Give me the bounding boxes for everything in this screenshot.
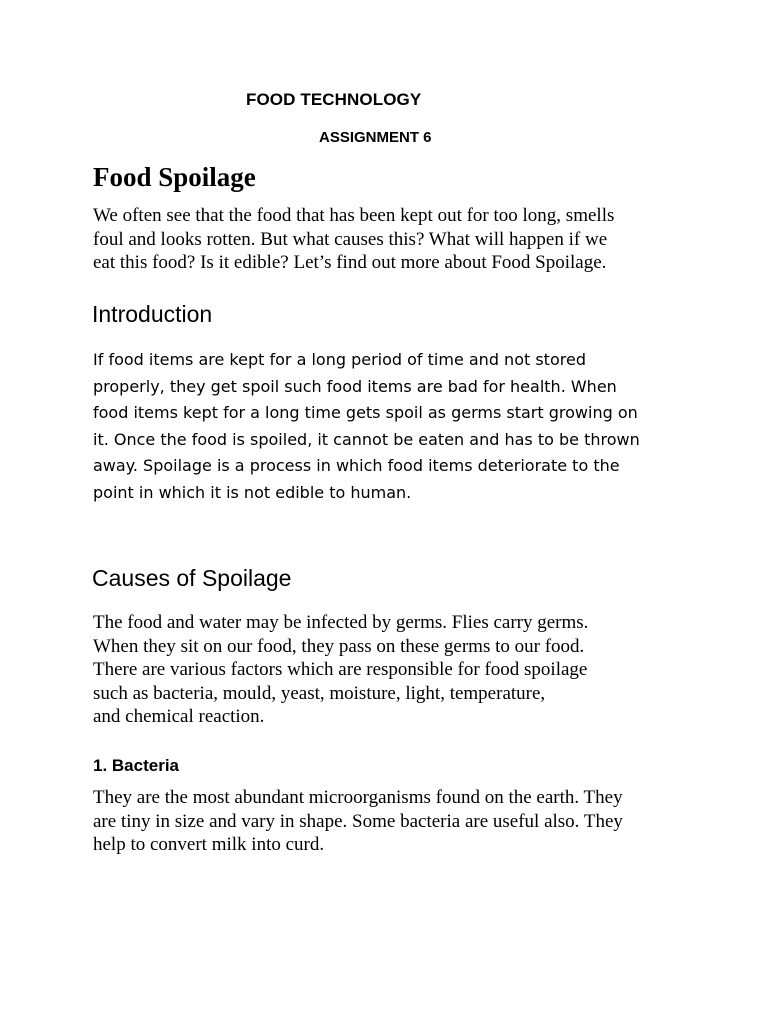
course-title: FOOD TECHNOLOGY [246, 90, 422, 109]
bacteria-heading: 1. Bacteria [93, 756, 179, 775]
causes-paragraph: The food and water may be infected by germs. Flies carry germs. When they sit on our food, they pass on these germs to our food. There are various factors which are responsible for food spoilage such as bacteria, mould, yeast, moisture, light, temperature, and chemical reaction. [93, 612, 589, 728]
causes-heading: Causes of Spoilage [92, 565, 292, 591]
assignment-title: ASSIGNMENT 6 [319, 129, 432, 146]
introduction-heading: Introduction [92, 301, 213, 327]
bacteria-paragraph: They are the most abundant microorganisms found on the earth. They are tiny in size and vary in shape. Some bacteria are useful also. They help to convert milk into curd. [93, 787, 623, 856]
introduction-paragraph: If food items are kept for a long period of time and not stored properly, they get spoil such food items are bad for health. When food items kept for a long time gets spoil as germs start growing on it. Once the food is spoiled, it cannot be eaten and has to be thrown away. Spoilage is a process in which food items deteriorate to the point in which it is not edible to human. [93, 350, 640, 502]
page-title: Food Spoilage [93, 162, 256, 192]
lead-paragraph: We often see that the food that has been kept out for too long, smells foul and looks rotten. But what causes this? What will happen if we eat this food? Is it edible? Let’s find out more about Food Spoilage. [93, 205, 615, 274]
